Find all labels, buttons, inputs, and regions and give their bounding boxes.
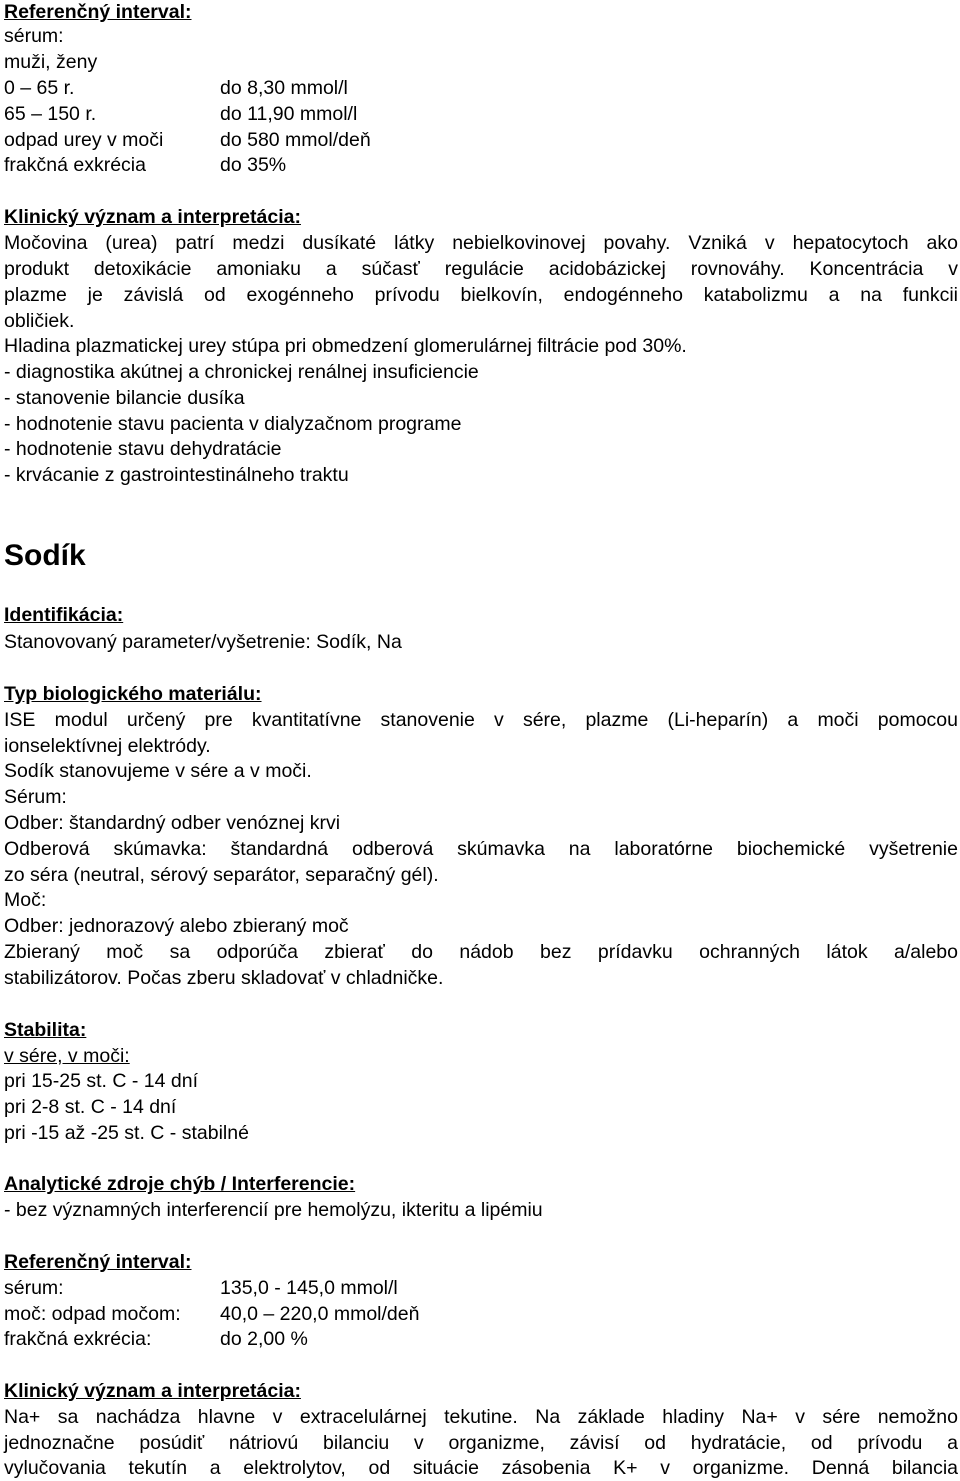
material-line: ISE modul určený pre kvantitatívne stanovenie v sére, plazme (Li-heparín) a moči pomocou: [4, 709, 958, 731]
identification-heading: Identifikácia:: [4, 604, 124, 626]
sodium-ref-row-value: 40,0 – 220,0 mmol/deň: [220, 1303, 420, 1325]
sodium-reference-heading: Referenčný interval:: [4, 1251, 192, 1273]
urea-reference-group: muži, ženy: [4, 51, 98, 73]
urea-clinical-line: plazme je závislá od exogénneho prívodu bielkovín, endogénneho katabolizmu a na funkcii: [4, 284, 958, 306]
sodium-clinical-line: Na+ sa nachádza hlavne v extracelulárnej tekutine. Na základe hladiny Na+ v sére nemožno: [4, 1406, 958, 1428]
interference-text: - bez významných interferencií pre hemolýzu, ikteritu a lipémiu: [4, 1199, 543, 1221]
sodium-ref-row-value: do 2,00 %: [220, 1328, 308, 1350]
serum-line: zo séra (neutral, sérový separátor, separačný gél).: [4, 864, 439, 886]
material-line: Sodík stanovujeme v sére a v moči.: [4, 760, 312, 782]
urea-clinical-heading: Klinický význam a interpretácia:: [4, 206, 301, 228]
stability-line: pri 15-25 st. C - 14 dní: [4, 1070, 199, 1092]
urine-line: stabilizátorov. Počas zberu skladovať v chladničke.: [4, 967, 444, 989]
sodium-clinical-line: vylučovania tekutín a elektrolytov, od situácie zásobenia K+ v organizme. Denná bilancia: [4, 1457, 958, 1479]
interference-heading: Analytické zdroje chýb / Interferencie:: [4, 1173, 356, 1195]
stability-line: pri -15 až -25 st. C - stabilné: [4, 1122, 249, 1144]
sodium-ref-row-value: 135,0 - 145,0 mmol/l: [220, 1277, 398, 1299]
urea-clinical-list-item: - hodnotenie stavu pacienta v dialyzačnom programe: [4, 413, 462, 435]
urea-clinical-list-item: - krvácanie z gastrointestinálneho traktu: [4, 464, 349, 486]
urea-ref-row-value: do 580 mmol/deň: [220, 129, 371, 151]
urea-reference-serum: sérum:: [4, 25, 64, 47]
stability-subheading: v sére, v moči:: [4, 1045, 130, 1067]
urea-clinical-paragraph: Hladina plazmatickej urey stúpa pri obmedzení glomerulárnej filtrácie pod 30%.: [4, 335, 687, 357]
material-line: ionselektívnej elektródy.: [4, 735, 211, 757]
urea-reference-heading: Referenčný interval:: [4, 1, 192, 23]
sodium-ref-row-label: sérum:: [4, 1277, 64, 1299]
urea-clinical-line: produkt detoxikácie amoniaku a súčasť regulácie acidobázickej rovnováhy. Koncentrácia v: [4, 258, 958, 280]
urea-ref-row-label: odpad urey v moči: [4, 129, 164, 151]
urea-clinical-list-item: - hodnotenie stavu dehydratácie: [4, 438, 282, 460]
urine-line: Zbieraný moč sa odporúča zbierať do nádob bez prídavku ochranných látok a/alebo: [4, 941, 958, 963]
urea-ref-row-value: do 11,90 mmol/l: [220, 103, 358, 125]
urea-clinical-line: Močovina (urea) patrí medzi dusíkaté látky nebielkovinovej povahy. Vzniká v hepatocytoch ako: [4, 232, 958, 254]
urine-line: Odber: jednorazový alebo zbieraný moč: [4, 915, 349, 937]
material-heading: Typ biologického materiálu:: [4, 683, 262, 705]
urea-ref-row-value: do 35%: [220, 154, 287, 176]
urea-clinical-line: obličiek.: [4, 310, 75, 332]
identification-text: Stanovovaný parameter/vyšetrenie: Sodík, Na: [4, 631, 402, 653]
urine-subheading: Moč:: [4, 889, 47, 911]
stability-heading: Stabilita:: [4, 1019, 87, 1041]
urea-ref-row-label: 65 – 150 r.: [4, 103, 97, 125]
serum-subheading: Sérum:: [4, 786, 67, 808]
sodium-clinical-heading: Klinický význam a interpretácia:: [4, 1380, 301, 1402]
stability-line: pri 2-8 st. C - 14 dní: [4, 1096, 177, 1118]
urea-clinical-list-item: - diagnostika akútnej a chronickej renálnej insuficiencie: [4, 361, 479, 383]
sodium-ref-row-label: frakčná exkrécia:: [4, 1328, 152, 1350]
sodium-ref-row-label: moč: odpad močom:: [4, 1303, 181, 1325]
sodium-clinical-line: jednoznačne posúdiť nátriovú bilanciu v organizme, závisí od hydratácie, od prívodu a: [4, 1432, 958, 1454]
urea-ref-row-value: do 8,30 mmol/l: [220, 77, 348, 99]
serum-line: Odber: štandardný odber venóznej krvi: [4, 812, 341, 834]
urea-clinical-list-item: - stanovenie bilancie dusíka: [4, 387, 245, 409]
serum-line: Odberová skúmavka: štandardná odberová skúmavka na laboratórne biochemické vyšetrenie: [4, 838, 958, 860]
urea-ref-row-label: frakčná exkrécia: [4, 154, 146, 176]
section-title-sodium: Sodík: [4, 539, 86, 572]
urea-ref-row-label: 0 – 65 r.: [4, 77, 75, 99]
